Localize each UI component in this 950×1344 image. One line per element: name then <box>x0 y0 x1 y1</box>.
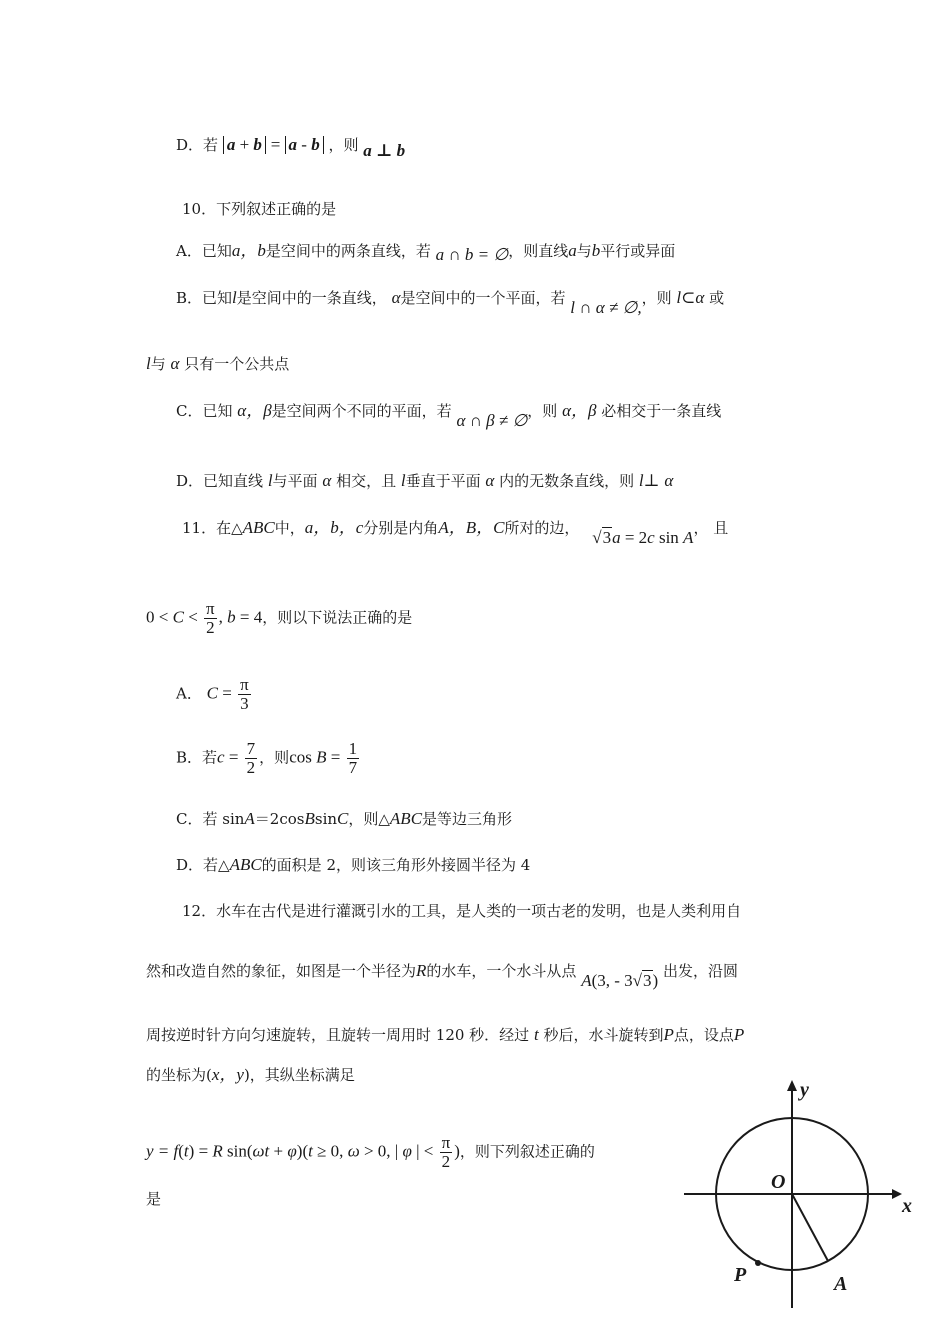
pi-over-3-fraction: $\frac{\pi}{3}$ <box>240 675 249 713</box>
q11-option-b: B．若c = $\frac{7}{2}$ ，则cos B = $\frac{1}{7}$ <box>176 739 358 777</box>
seven-halves-fraction: $\frac{7}{2}$ <box>246 739 256 777</box>
pi-over-2-fraction-q12: $\frac{\pi}{2}$ <box>441 1133 451 1171</box>
plane-intersection-formula: α ∩ β ≠ ∅ <box>456 411 528 430</box>
label-p: P <box>734 1264 747 1286</box>
q11-option-a: A． C = $\frac{\pi}{3}$ <box>176 675 249 713</box>
abs-a-minus-b: a - b <box>285 136 324 154</box>
q12-line-3: 周按逆时针方向匀速旋转，且旋转一周用时 120 秒．经过 t 秒后，水斗旋转到P点，设点P <box>146 1025 745 1044</box>
label-o: O <box>771 1171 786 1193</box>
function-formula: y = f <box>146 1141 179 1161</box>
q9-d-label: D．若 <box>176 136 219 154</box>
q12-line-5: y = f(t) = R sin(ωt + φ)(t ≥ 0, ω > 0, | φ | < $\frac{\pi}{2}$ )，则下列叙述正确的 <box>146 1133 595 1171</box>
x-axis-arrow <box>892 1189 902 1199</box>
q10-option-b: B．已知l是空间中的一条直线， α是空间中的一个平面，若 l ∩ α ≠ ∅,，则 l⊂α 或 <box>176 288 725 317</box>
q11-condition-line: 0 < C < $\frac{\pi}{2}$ , b = 4，则以下说法正确的是 <box>146 599 413 637</box>
point-p-dot <box>755 1260 761 1266</box>
y-axis-arrow <box>787 1080 797 1091</box>
q10-stem: 10．下列叙述正确的是 <box>182 200 337 218</box>
start-point-formula: A(3, - 3√3) <box>581 971 659 990</box>
q12-line-4: 的坐标为(x，y)，其纵坐标满足 <box>146 1065 355 1084</box>
q10-option-c: C．已知 α，β是空间两个不同的平面，若 α ∩ β ≠ ∅，则 α，β 必相交于一条直线 <box>176 401 722 430</box>
line-plane-formula: l ∩ α ≠ ∅, <box>570 298 642 317</box>
perp-formula: a ⊥ b <box>363 141 406 160</box>
water-wheel-figure <box>680 1076 920 1316</box>
q11-option-c: C．若 sinA＝2cosBsinC，则△ABC是等边三角形 <box>176 809 513 828</box>
q12-line-6: 是 <box>146 1190 162 1208</box>
abs-a-plus-b: a + b <box>223 136 266 154</box>
pi-over-2-fraction: $\frac{\pi}{2}$ <box>206 599 215 637</box>
intersection-empty-formula: a ∩ b = ∅ <box>435 245 509 264</box>
q9-option-d: D．若 a + b = a - b ，则 a ⊥ b <box>176 135 406 160</box>
q9-d-after: ，则 <box>328 136 359 154</box>
q10-option-d: D．已知直线 l与平面 α 相交，且 l垂直于平面 α 内的无数条直线，则 l⊥ α <box>176 471 674 490</box>
label-a: A <box>834 1273 848 1295</box>
q10-option-a: A．已知a，b是空间中的两条直线，若 a ∩ b = ∅，则直线a与b平行或异面 <box>176 241 676 264</box>
radius-to-a <box>792 1194 828 1261</box>
q12-line-1: 12．水车在古代是进行灌溉引水的工具，是人类的一项古老的发明，也是人类利用自 <box>182 902 742 920</box>
q11-stem: 11．在△ABC中，a，b，c分别是内角A，B，C所对的边， √3a = 2c sin A， 且 <box>182 518 729 547</box>
label-x: x <box>902 1195 912 1217</box>
label-y: y <box>800 1079 809 1101</box>
q11-condition-formula: √3a = 2c sin A <box>592 528 694 547</box>
q11-option-d: D．若△ABC的面积是 2，则该三角形外接圆半径为 4 <box>176 855 531 874</box>
one-seventh-fraction: $\frac{1}{7}$ <box>348 739 358 777</box>
q10-option-b-continued: l与 α 只有一个公共点 <box>146 354 290 373</box>
q12-line-2: 然和改造自然的象征，如图是一个半径为R的水车，一个水斗从点 A(3, - 3√3) 出发，沿圆 <box>146 961 738 990</box>
